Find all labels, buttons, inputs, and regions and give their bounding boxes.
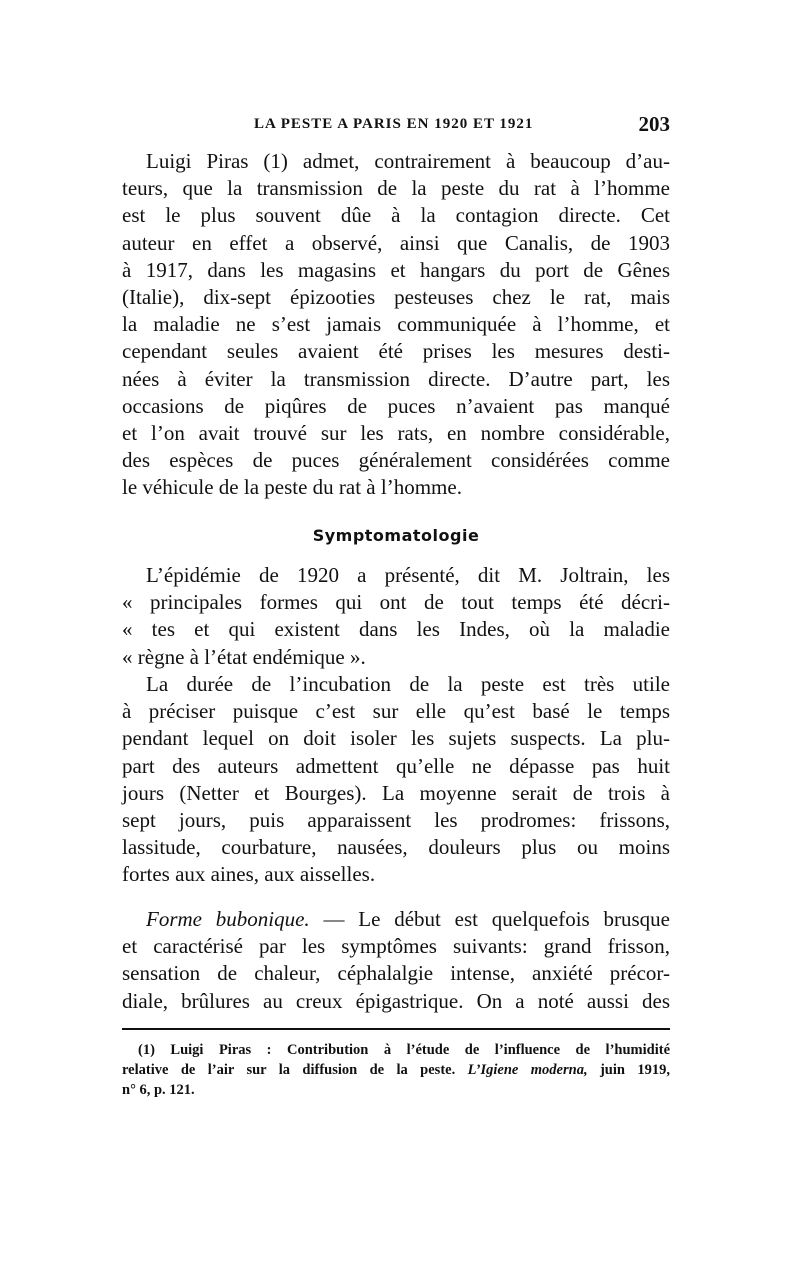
footnote-line: n° 6, p. 121. (122, 1082, 195, 1098)
italic-journal-title: L’Igiene moderna, (467, 1062, 588, 1078)
text-line: occasions de piqûres de puces n’avaient pas manqué (122, 393, 670, 418)
page-number: 203 (638, 112, 670, 136)
text-line: et l’on avait trouvé sur les rats, en nombre considérable, (122, 420, 670, 445)
text-line: à 1917, dans les magasins et hangars du port de Gênes (122, 257, 670, 282)
running-title: LA PESTE A PARIS EN 1920 ET 1921 (254, 116, 534, 132)
text-line: le véhicule de la peste du rat à l’homme. (122, 475, 462, 500)
text-line: « principales formes qui ont de tout temps été décri- (122, 590, 670, 615)
footnote-line (122, 1060, 670, 1080)
text-line: fortes aux aines, aux aisselles. (122, 862, 376, 887)
text-line: sensation de chaleur, céphalalgie intense, anxiété précor- (122, 961, 670, 986)
paragraph-piras (122, 148, 670, 501)
footnote (122, 1040, 670, 1100)
paragraph-incubation (122, 671, 670, 889)
text-line: et caractérisé par les symptômes suivants: grand frisson, (122, 934, 670, 959)
text-line: sept jours, puis apparaissent les prodromes: frissons, (122, 807, 670, 832)
section-heading: Symptomatologie (312, 526, 480, 545)
text-line: pendant lequel on doit isoler les sujets suspects. La plu- (122, 726, 670, 751)
running-head (122, 112, 670, 140)
text-line: La durée de l’incubation de la peste est très utile (146, 672, 670, 696)
paragraph-forme-bubonique (122, 906, 670, 1015)
footnote-line: (1) Luigi Piras : Contribution à l’étude de l’influence de l’humidité (138, 1042, 670, 1058)
text-line: est le plus souvent dûe à la contagion directe. Cet (122, 203, 670, 228)
text-line: diale, brûlures au creux épigastrique. On a noté aussi des (122, 988, 670, 1013)
text-line: L’épidémie de 1920 a présenté, dit M. Joltrain, les (146, 563, 670, 587)
footnote-rule (122, 1028, 670, 1030)
text-line: des espèces de puces généralement considérées comme (122, 448, 670, 473)
text-line (122, 906, 670, 933)
paragraph-epidemie (122, 562, 670, 671)
text-line: (Italie), dix-sept épizooties pesteuses chez le rat, mais (122, 284, 670, 309)
text-run: relative de l’air sur la diffusion de la peste. (122, 1062, 468, 1078)
text-line: la maladie ne s’est jamais communiquée à l’homme, et (122, 312, 670, 337)
text-run: juin 1919, (587, 1062, 670, 1078)
text-run: — Le début est quelquefois brusque (309, 907, 670, 931)
text-line: teurs, que la transmission de la peste du rat à l’homme (122, 176, 670, 201)
text-line: « règne à l’état endémique ». (122, 644, 366, 669)
text-line: à préciser puisque c’est sur elle qu’est basé le temps (122, 699, 670, 724)
text-line: jours (Netter et Bourges). La moyenne serait de trois à (122, 780, 670, 805)
text-line: lassitude, courbature, nausées, douleurs plus ou moins (122, 835, 670, 860)
text-line: auteur en effet a observé, ainsi que Canalis, de 1903 (122, 230, 670, 255)
text-line: « tes et qui existent dans les Indes, où la maladie (122, 617, 670, 642)
text-line: part des auteurs admettent qu’elle ne dépasse pas huit (122, 753, 670, 778)
text-line: cependant seules avaient été prises les mesures desti- (122, 339, 670, 364)
italic-lead: Forme bubonique. (146, 907, 310, 931)
text-line: nées à éviter la transmission directe. D’autre part, les (122, 366, 670, 391)
text-line: Luigi Piras (1) admet, contrairement à beaucoup d’au- (146, 149, 670, 173)
